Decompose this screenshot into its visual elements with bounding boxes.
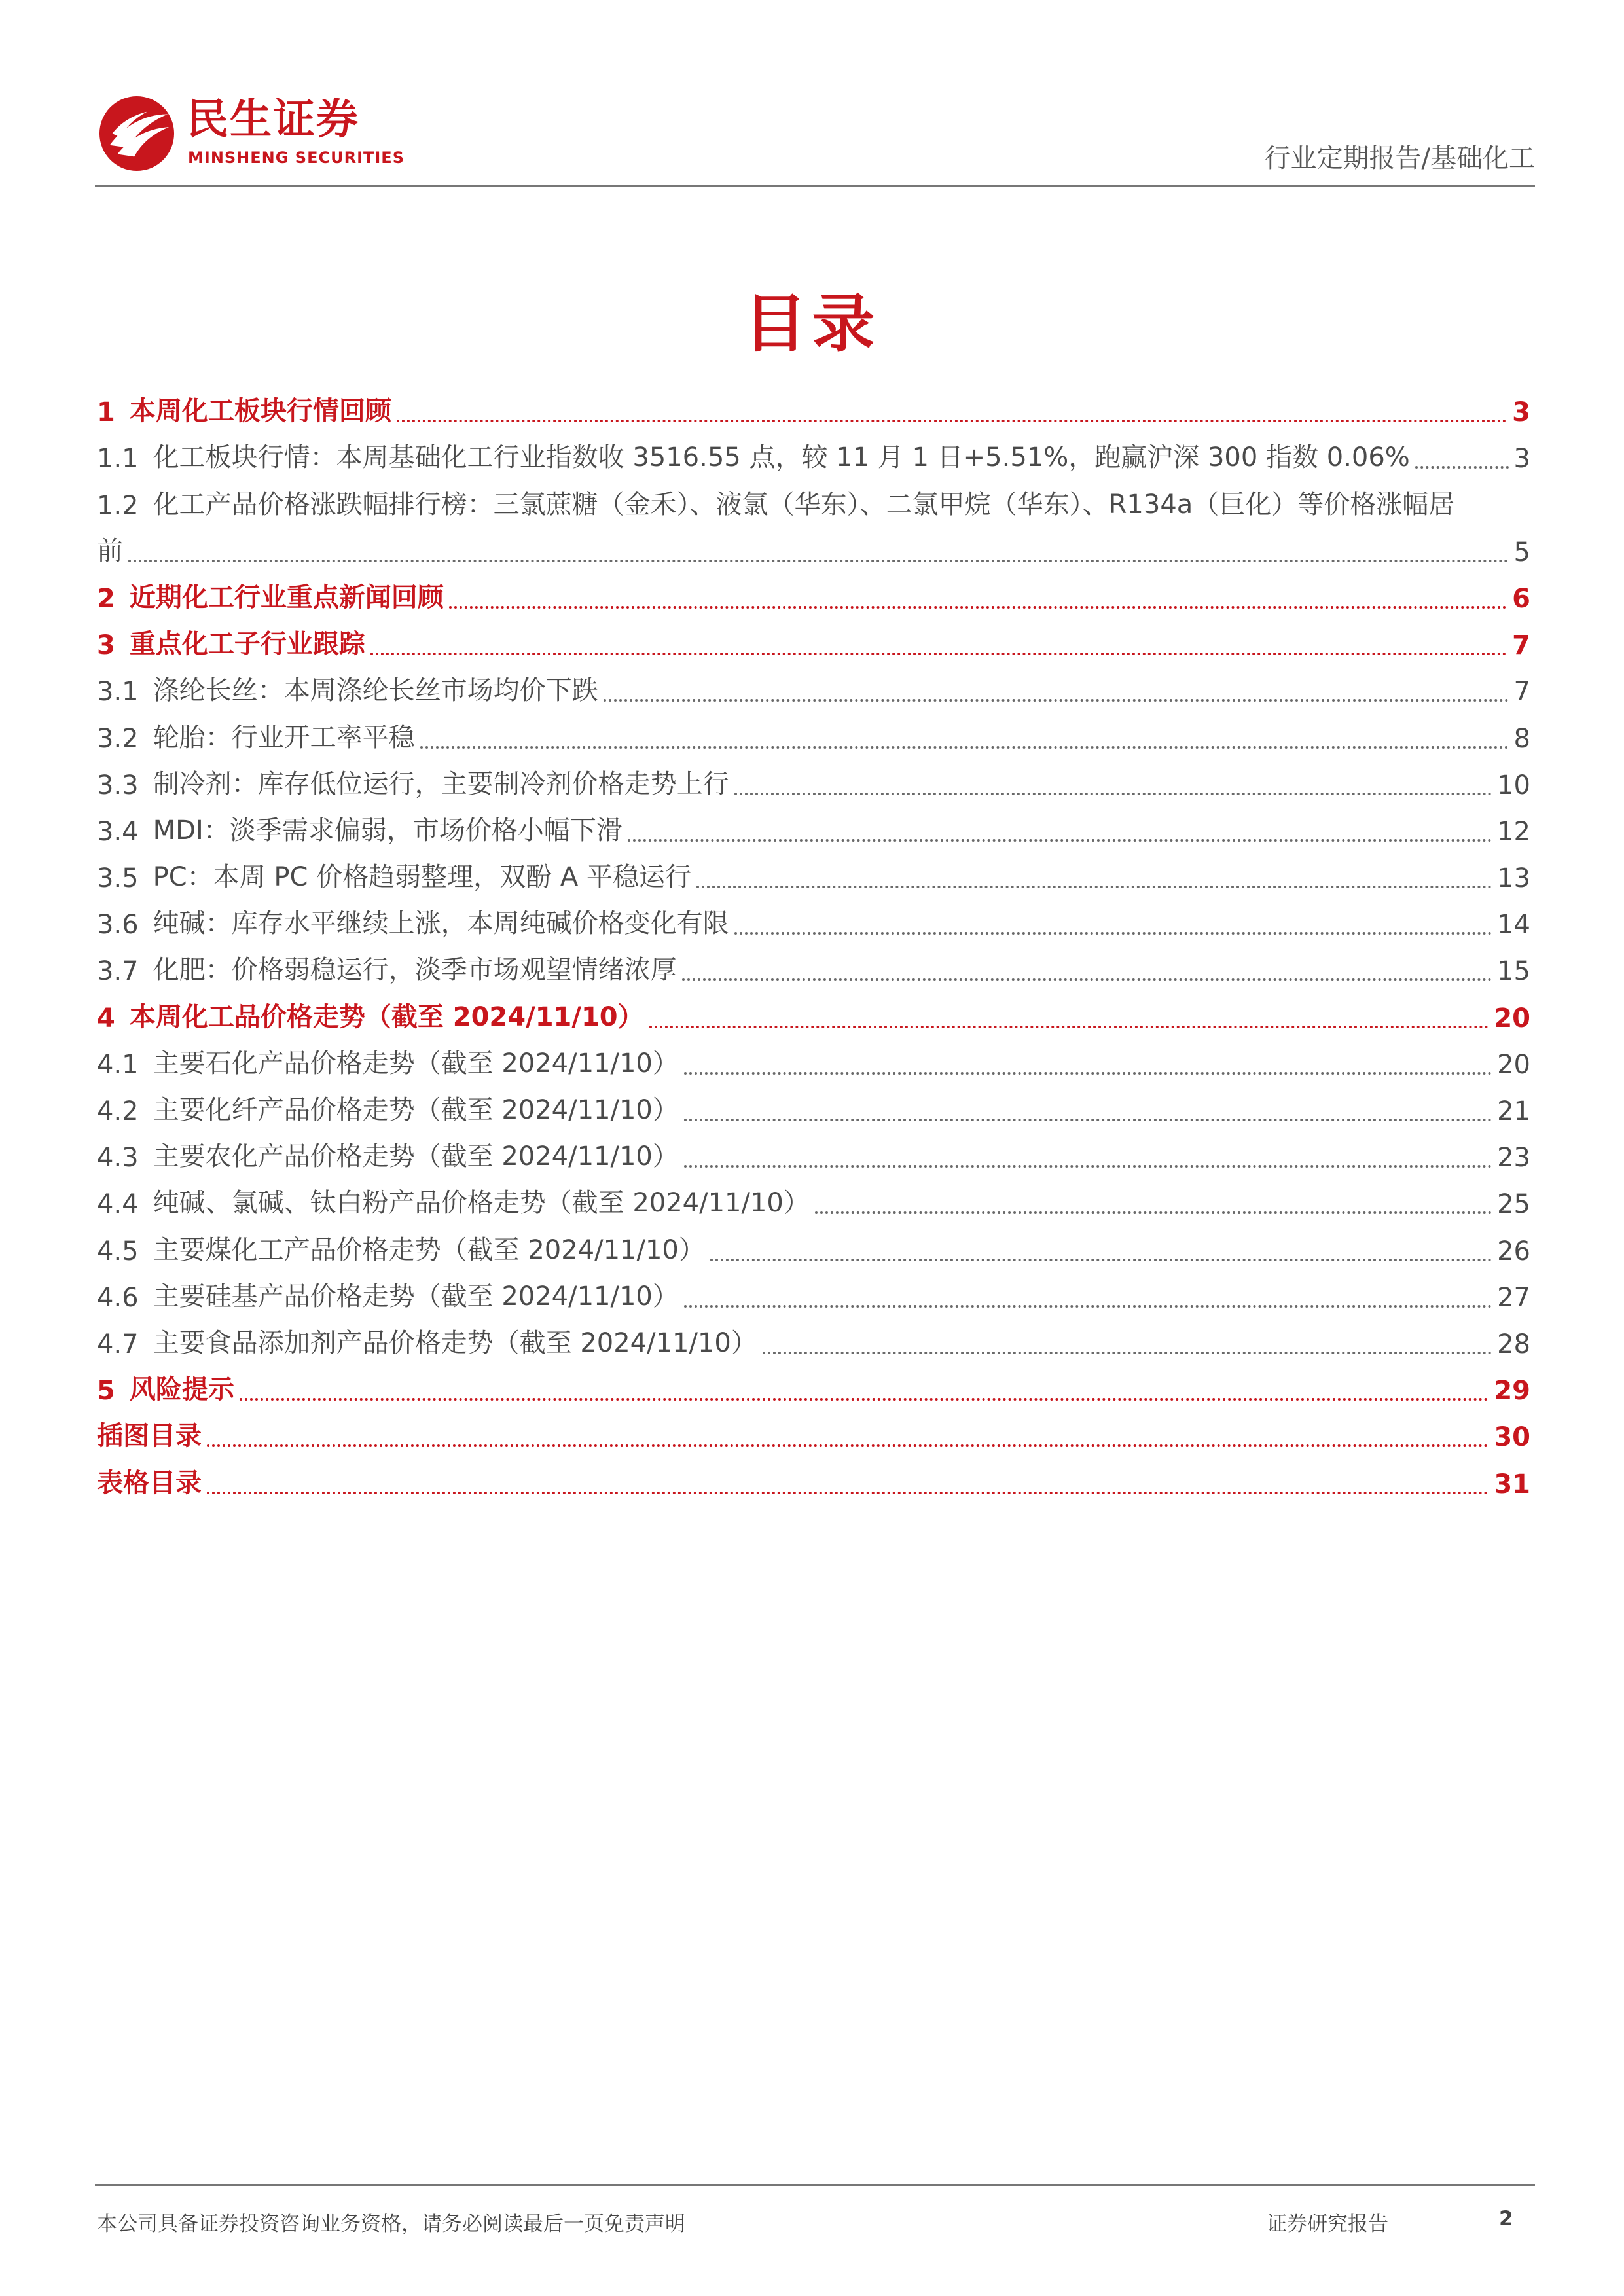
toc-entry-page: 25 — [1497, 1189, 1530, 1220]
toc-entry-title: 本周化工板块行情回顾 — [129, 396, 391, 427]
toc-entry[interactable] — [97, 1275, 1530, 1321]
toc-entry-page: 20 — [1494, 1003, 1530, 1033]
toc-entry-page: 14 — [1497, 910, 1530, 941]
toc-dot-leader — [1415, 466, 1509, 469]
toc-dot-leader — [815, 1211, 1492, 1214]
toc-entry[interactable] — [97, 389, 1530, 436]
toc-entry-number: 4.3 — [97, 1143, 139, 1174]
toc-entry[interactable] — [97, 1461, 1530, 1507]
toc-dot-leader — [628, 839, 1492, 842]
company-logo — [98, 95, 491, 173]
toc-dot-leader — [128, 560, 1509, 562]
toc-dot-leader — [734, 793, 1492, 795]
toc-entry-page: 20 — [1497, 1049, 1530, 1080]
toc-entry-page: 30 — [1494, 1422, 1530, 1453]
toc-entry-page: 10 — [1497, 770, 1530, 800]
toc-entry[interactable] — [97, 762, 1530, 809]
toc-entry-page: 7 — [1512, 630, 1530, 661]
toc-entry[interactable] — [97, 1088, 1530, 1135]
toc-entry-number: 3.4 — [97, 816, 139, 847]
toc-entry-title: 主要硅基产品价格走势（截至 2024/11/10） — [153, 1281, 679, 1312]
toc-dot-leader — [604, 699, 1509, 702]
footer-disclaimer: 本公司具备证券投资咨询业务资格，请务必阅读最后一页免责声明 — [97, 2212, 685, 2236]
report-type-label: 行业定期报告/基础化工 — [1264, 143, 1535, 173]
toc-entry-title: 主要石化产品价格走势（截至 2024/11/10） — [153, 1048, 679, 1079]
toc-entry-page: 13 — [1497, 863, 1530, 894]
toc-entry-title: 涤纶长丝：本周涤纶长丝市场均价下跌 — [153, 675, 598, 706]
toc-entry[interactable] — [97, 855, 1530, 902]
toc-dot-leader — [207, 1492, 1489, 1494]
toc-entry-number: 3.6 — [97, 910, 139, 941]
logo-chinese-name: 民生证券 — [187, 96, 359, 144]
toc-entry-title: 化肥：价格弱稳运行，淡季市场观望情绪浓厚 — [153, 955, 677, 986]
toc-entry-number: 5 — [97, 1376, 115, 1407]
table-of-contents — [97, 389, 1530, 1508]
toc-dot-leader — [420, 746, 1509, 749]
toc-entry-title: 纯碱、氯碱、钛白粉产品价格走势（截至 2024/11/10） — [153, 1188, 810, 1219]
toc-entry-title: 化工板块行情：本周基础化工行业指数收 3516.55 点，较 11 月 1 日+5.51%，跑赢沪深 300 指数 0.06% — [153, 442, 1410, 473]
toc-entry[interactable] — [97, 948, 1530, 995]
toc-entry-page: 5 — [1513, 537, 1530, 567]
toc-entry-title: 插图目录 — [97, 1421, 202, 1452]
toc-entry[interactable] — [97, 436, 1530, 482]
toc-dot-leader — [370, 653, 1507, 655]
toc-entry[interactable] — [97, 622, 1530, 669]
toc-entry-number: 4.5 — [97, 1236, 139, 1266]
toc-entry-title: 风险提示 — [129, 1374, 234, 1405]
toc-entry-title: 化工产品价格涨跌幅排行榜：三氯蔗糖（金禾）、液氯（华东）、二氯甲烷（华东）、R134a（巨化）等价格涨幅居 — [153, 489, 1455, 520]
toc-dot-leader — [710, 1259, 1492, 1261]
toc-dot-leader — [696, 886, 1492, 888]
toc-entry[interactable] — [97, 529, 1530, 576]
toc-entry[interactable] — [97, 1135, 1530, 1181]
toc-entry-title: 本周化工品价格走势（截至 2024/11/10） — [129, 1001, 644, 1032]
toc-entry-page: 31 — [1494, 1469, 1530, 1499]
page-header — [95, 82, 1535, 187]
toc-entry-title: MDI：淡季需求偏弱，市场价格小幅下滑 — [153, 815, 623, 846]
toc-dot-leader — [763, 1352, 1492, 1354]
toc-entry-number: 1 — [97, 397, 115, 428]
toc-entry-number: 1.1 — [97, 444, 139, 475]
toc-entry[interactable] — [97, 995, 1530, 1041]
toc-entry-page: 23 — [1497, 1143, 1530, 1174]
toc-entry-number: 4.4 — [97, 1189, 139, 1220]
toc-entry-page: 7 — [1513, 677, 1530, 708]
toc-dot-leader — [449, 606, 1507, 609]
toc-entry-number: 2 — [97, 583, 115, 614]
toc-entry-page: 8 — [1513, 723, 1530, 754]
toc-entry-title: 重点化工子行业跟踪 — [129, 629, 365, 660]
toc-entry-number: 3.1 — [97, 677, 139, 708]
toc-entry-title: 近期化工行业重点新闻回顾 — [129, 582, 444, 613]
footer-divider — [95, 2184, 1535, 2186]
toc-entry-number: 4.1 — [97, 1049, 139, 1080]
toc-dot-leader — [734, 932, 1492, 935]
toc-entry-title: 制冷剂：库存低位运行，主要制冷剂价格走势上行 — [153, 768, 729, 799]
toc-entry[interactable] — [97, 1042, 1530, 1088]
toc-entry-page: 29 — [1494, 1376, 1530, 1407]
toc-entry-number: 4.7 — [97, 1329, 139, 1359]
toc-entry-title: 主要食品添加剂产品价格走势（截至 2024/11/10） — [153, 1327, 757, 1358]
toc-entry[interactable] — [97, 1321, 1530, 1368]
toc-dot-leader — [207, 1444, 1489, 1447]
toc-entry-page: 6 — [1512, 583, 1530, 614]
toc-dot-leader — [397, 420, 1507, 422]
toc-entry-number: 4.6 — [97, 1282, 139, 1313]
toc-dot-leader — [649, 1026, 1489, 1028]
toc-entry-number: 1.2 — [97, 490, 139, 521]
toc-entry[interactable] — [97, 1181, 1530, 1228]
toc-entry-title: 前 — [97, 535, 123, 566]
toc-entry-page: 12 — [1497, 816, 1530, 847]
toc-entry-title: 主要农化产品价格走势（截至 2024/11/10） — [153, 1141, 679, 1172]
toc-entry[interactable] — [97, 1228, 1530, 1274]
toc-entry-number: 3 — [97, 630, 115, 661]
toc-entry-page: 27 — [1497, 1282, 1530, 1313]
minsheng-logo-icon — [98, 95, 175, 172]
toc-entry-page: 3 — [1512, 397, 1530, 428]
toc-entry-number: 3.3 — [97, 770, 139, 800]
toc-entry-title: 主要煤化工产品价格走势（截至 2024/11/10） — [153, 1234, 705, 1265]
page-number: 2 — [1499, 2207, 1513, 2231]
toc-entry-number: 3.5 — [97, 863, 139, 894]
toc-dot-leader — [684, 1165, 1492, 1168]
toc-dot-leader — [684, 1119, 1492, 1121]
logo-english-name: MINSHENG SECURITIES — [188, 149, 405, 167]
toc-entry-number: 3.7 — [97, 956, 139, 987]
toc-entry[interactable] — [97, 1368, 1530, 1414]
toc-dot-leader — [684, 1072, 1492, 1075]
toc-entry-title: 轮胎：行业开工率平稳 — [153, 722, 415, 753]
header-divider — [95, 185, 1535, 187]
toc-entry-page: 15 — [1497, 956, 1530, 987]
toc-entry-title: 纯碱：库存水平继续上涨，本周纯碱价格变化有限 — [153, 908, 729, 939]
toc-entry-number: 4.2 — [97, 1096, 139, 1126]
toc-dot-leader — [682, 978, 1492, 981]
toc-entry-number: 4 — [97, 1003, 115, 1033]
toc-entry-title: 主要化纤产品价格走势（截至 2024/11/10） — [153, 1095, 679, 1125]
toc-entry[interactable] — [97, 902, 1530, 948]
toc-entry-page: 26 — [1497, 1236, 1530, 1266]
toc-entry-title: PC：本周 PC 价格趋弱整理，双酚 A 平稳运行 — [153, 862, 691, 893]
page-title: 目录 — [744, 287, 880, 361]
toc-entry-title: 表格目录 — [97, 1467, 202, 1498]
toc-entry-number: 3.2 — [97, 723, 139, 754]
toc-entry-page: 3 — [1513, 444, 1530, 475]
toc-entry[interactable] — [97, 715, 1530, 762]
toc-dot-leader — [240, 1398, 1489, 1401]
toc-entry-page: 21 — [1497, 1096, 1530, 1126]
toc-entry[interactable] — [97, 576, 1530, 622]
toc-dot-leader — [684, 1305, 1492, 1308]
toc-entry-page: 28 — [1497, 1329, 1530, 1359]
footer-doc-type: 证券研究报告 — [1267, 2212, 1388, 2236]
toc-entry[interactable] — [97, 669, 1530, 715]
toc-entry[interactable] — [97, 809, 1530, 855]
toc-entry[interactable] — [97, 1414, 1530, 1461]
toc-entry[interactable] — [97, 482, 1530, 529]
